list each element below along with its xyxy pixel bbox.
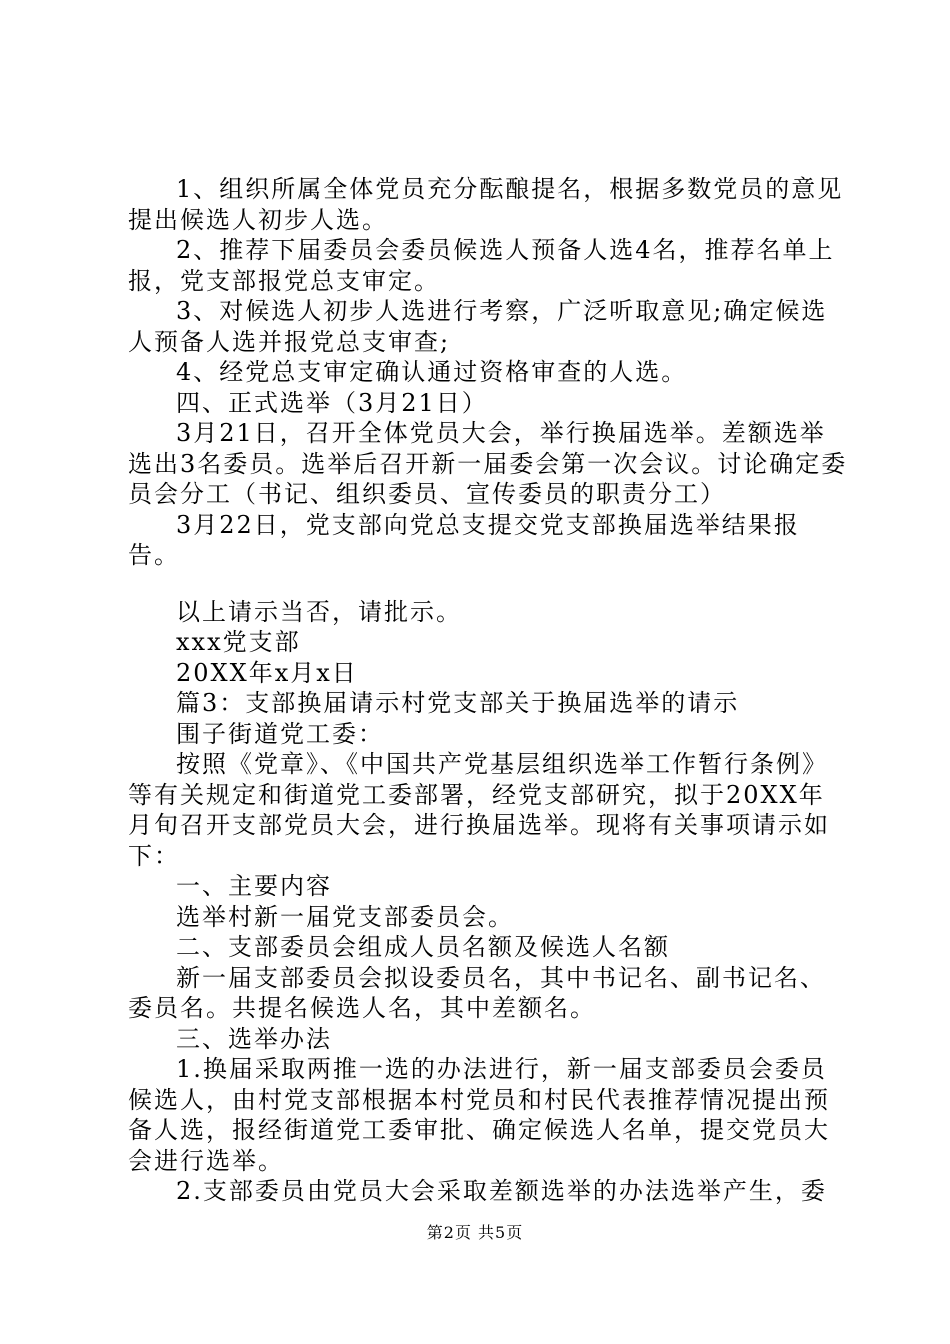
paragraph-2: 2、推荐下届委员会委员候选人预备人选4名，推荐名单上报，党支部报党总支审定。 [128, 236, 835, 295]
section-heading-formal-election: 四、正式选举（3月21日） [176, 388, 488, 417]
paragraph-method-1: 1.换届采取两推一选的办法进行，新一届支部委员会委员候选人，由村党支部根据本村党员和村民代表推荐情况提出预备人选，报经街道党工委审批、确定候选人名单，提交党员大会进行选举。 [128, 1055, 830, 1175]
request-approval-line: 以上请示当否，请批示。 [176, 597, 462, 626]
paragraph-election-report: 3月22日，党支部向党总支提交党支部换届选举结果报告。 [128, 510, 800, 569]
signature-org: xxx党支部 [176, 628, 301, 656]
paragraph-method-2: 2.支部委员由党员大会采取差额选举的办法选举产生，委 [176, 1177, 827, 1205]
paragraph-main-content: 选举村新一届党支部委员会。 [176, 902, 514, 931]
paragraph-intro: 按照《党章》、《中国共产党基层组织选举工作暂行条例》等有关规定和街道党工委部署，经党支部研究，拟于20XX年月旬召开支部党员大会，进行换届选举。现将有关事项请示如下： [128, 750, 830, 870]
document-body [128, 174, 848, 1207]
paragraph-election-meeting: 3月21日，召开全体党员大会，举行换届选举。差额选举选出3名委员。选举后召开新一届委会第一次会议。讨论确定委员会分工（书记、组织委员、宣传委员的职责分工） [128, 419, 848, 508]
paragraph-1: 1、组织所属全体党员充分酝酿提名，根据多数党员的意见提出候选人初步人选。 [128, 175, 844, 234]
paragraph-quota: 新一届支部委员会拟设委员名，其中书记名、副书记名、委员名。共提名候选人名，其中差额名。 [128, 963, 826, 1022]
article-title: 篇3：支部换届请示村党支部关于换届选举的请示 [176, 689, 740, 717]
section-heading-quota: 二、支部委员会组成人员名额及候选人名额 [176, 933, 670, 961]
section-heading-main-content: 一、主要内容 [176, 872, 332, 900]
paragraph-3: 3、对候选人初步人选进行考察，广泛听取意见;确定候选人预备人选并报党总支审查; [128, 297, 828, 356]
signature-date: 20XX年x月x日 [176, 658, 358, 687]
blank-line [128, 571, 848, 597]
page-footer: 第2页 共5页 [426, 1223, 524, 1242]
addressee: 围子街道党工委： [176, 719, 384, 748]
paragraph-4: 4、经党总支审定确认通过资格审查的人选。 [176, 358, 688, 386]
section-heading-method: 三、选举办法 [176, 1024, 332, 1053]
